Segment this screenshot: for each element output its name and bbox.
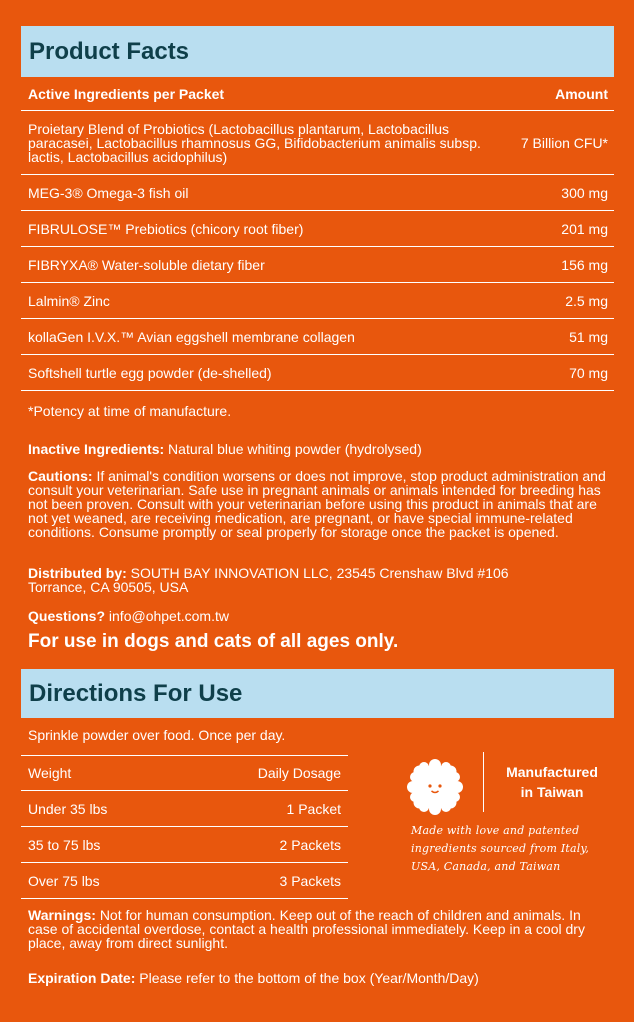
- questions-contact: [28, 609, 608, 623]
- weight-cell: 35 to 75 lbs: [28, 836, 101, 853]
- sourcing-tagline: [411, 822, 621, 876]
- table-row: [21, 211, 614, 247]
- vertical-divider: [483, 752, 484, 812]
- table-row: [21, 283, 614, 319]
- sheep-mascot-icon: [406, 758, 464, 816]
- warnings-label: Warnings:: [28, 907, 96, 923]
- table-row: [21, 111, 614, 175]
- ingredient-amount: 300 mg: [561, 184, 608, 201]
- warnings-body: Not for human consumption. Keep out of the reach of children and animals. In case of accidental overdose, contact a health professional immediately. Keep in a cool dry place, away from direct sunlight.: [28, 907, 585, 951]
- distributor-line2: Torrance, CA 90505, USA: [28, 579, 189, 595]
- ingredient-amount: 7 Billion CFU*: [520, 134, 608, 151]
- table-row: [21, 247, 614, 283]
- distributor-line1: SOUTH BAY INNOVATION LLC, 23545 Crenshaw Blvd #106: [130, 565, 509, 581]
- ingredient-name: FIBRYXA® Water-soluble dietary fiber: [28, 256, 265, 273]
- warnings-text: [28, 908, 613, 950]
- col-weight-header: Weight: [28, 765, 72, 781]
- tagline-line2: ingredients sourced from Italy,: [411, 842, 590, 855]
- dosage-table-header: [21, 755, 348, 791]
- inactive-text: Natural blue whiting powder (hydrolysed): [168, 441, 422, 457]
- manufactured-line1: Manufactured: [506, 764, 598, 780]
- ingredient-name: FIBRULOSE™ Prebiotics (chicory root fiber): [28, 220, 304, 237]
- directions-title: [21, 669, 614, 718]
- ingredient-amount: 51 mg: [569, 328, 608, 345]
- dosage-cell: 2 Packets: [279, 836, 341, 853]
- potency-note: *Potency at time of manufacture.: [28, 403, 232, 419]
- table-row: [21, 863, 348, 899]
- tagline-line1: Made with love and patented: [411, 824, 580, 837]
- tagline-line3: USA, Canada, and Taiwan: [411, 860, 561, 873]
- facts-table-header: [21, 77, 614, 111]
- product-facts-title-text: Product Facts: [29, 37, 190, 65]
- directions-title-text: Directions For Use: [29, 679, 243, 707]
- table-row: [21, 319, 614, 355]
- table-row: [21, 791, 348, 827]
- distributor-info: [28, 566, 608, 594]
- col-amount-header: Amount: [555, 85, 608, 102]
- dosage-table: [21, 755, 348, 899]
- ingredient-name: kollaGen I.V.X.™ Avian eggshell membrane collagen: [28, 328, 355, 345]
- inactive-label: Inactive Ingredients:: [28, 441, 165, 457]
- questions-label: Questions?: [28, 608, 106, 624]
- table-row: [21, 175, 614, 211]
- cautions-label: Cautions:: [28, 468, 93, 484]
- ingredient-amount: 2.5 mg: [565, 292, 608, 309]
- weight-cell: Under 35 lbs: [28, 800, 108, 817]
- table-row: [21, 355, 614, 391]
- ingredient-name: Proietary Blend of Probiotics (Lactobacillus plantarum, Lactobacillus paracasei, Lactobacillus rhamnosus GG, Bifidobacterium animalis subsp. lactis, Lactobacillus acidophilus): [28, 120, 481, 165]
- cautions-text: [28, 469, 613, 539]
- distributed-label: Distributed by:: [28, 565, 127, 581]
- col-dosage-header: Daily Dosage: [257, 765, 341, 781]
- ingredient-name: Lalmin® Zinc: [28, 292, 110, 309]
- ingredient-amount: 70 mg: [569, 364, 608, 381]
- ingredient-name: MEG-3® Omega-3 fish oil: [28, 184, 189, 201]
- expiration-text: Please refer to the bottom of the box (Year/Month/Day): [139, 970, 479, 986]
- ingredient-amount: 156 mg: [561, 256, 608, 273]
- use-only-notice: For use in dogs and cats of all ages only.: [28, 631, 399, 652]
- product-facts-title: [21, 26, 614, 77]
- ingredient-amount: 201 mg: [561, 220, 608, 237]
- dosage-cell: 3 Packets: [279, 872, 341, 889]
- cautions-body: If animal's condition worsens or does not improve, stop product administration and consult your veterinarian. Safe use in pregnant animals or animals intended for breeding has not been proven. Consult with your veterinarian before using this product in animals that are not yet weaned, are receiving medication, are pregnant, or have special immune-related conditions. Consume promptly or seal properly for storage once the packet is opened.: [28, 468, 606, 540]
- col-ingredient-header: Active Ingredients per Packet: [28, 85, 225, 102]
- directions-instruction: Sprinkle powder over food. Once per day.: [28, 727, 286, 743]
- expiration-date: [28, 971, 608, 985]
- inactive-ingredients: [28, 442, 608, 456]
- table-row: [21, 827, 348, 863]
- manufactured-line2: in Taiwan: [520, 784, 584, 800]
- contact-email: info@ohpet.com.tw: [108, 608, 229, 624]
- product-facts-table: [21, 77, 614, 391]
- ingredient-name: Softshell turtle egg powder (de-shelled): [28, 364, 272, 381]
- weight-cell: Over 75 lbs: [28, 872, 100, 889]
- dosage-cell: 1 Packet: [286, 800, 341, 817]
- manufactured-in-taiwan: [490, 762, 614, 802]
- expiration-label: Expiration Date:: [28, 970, 136, 986]
